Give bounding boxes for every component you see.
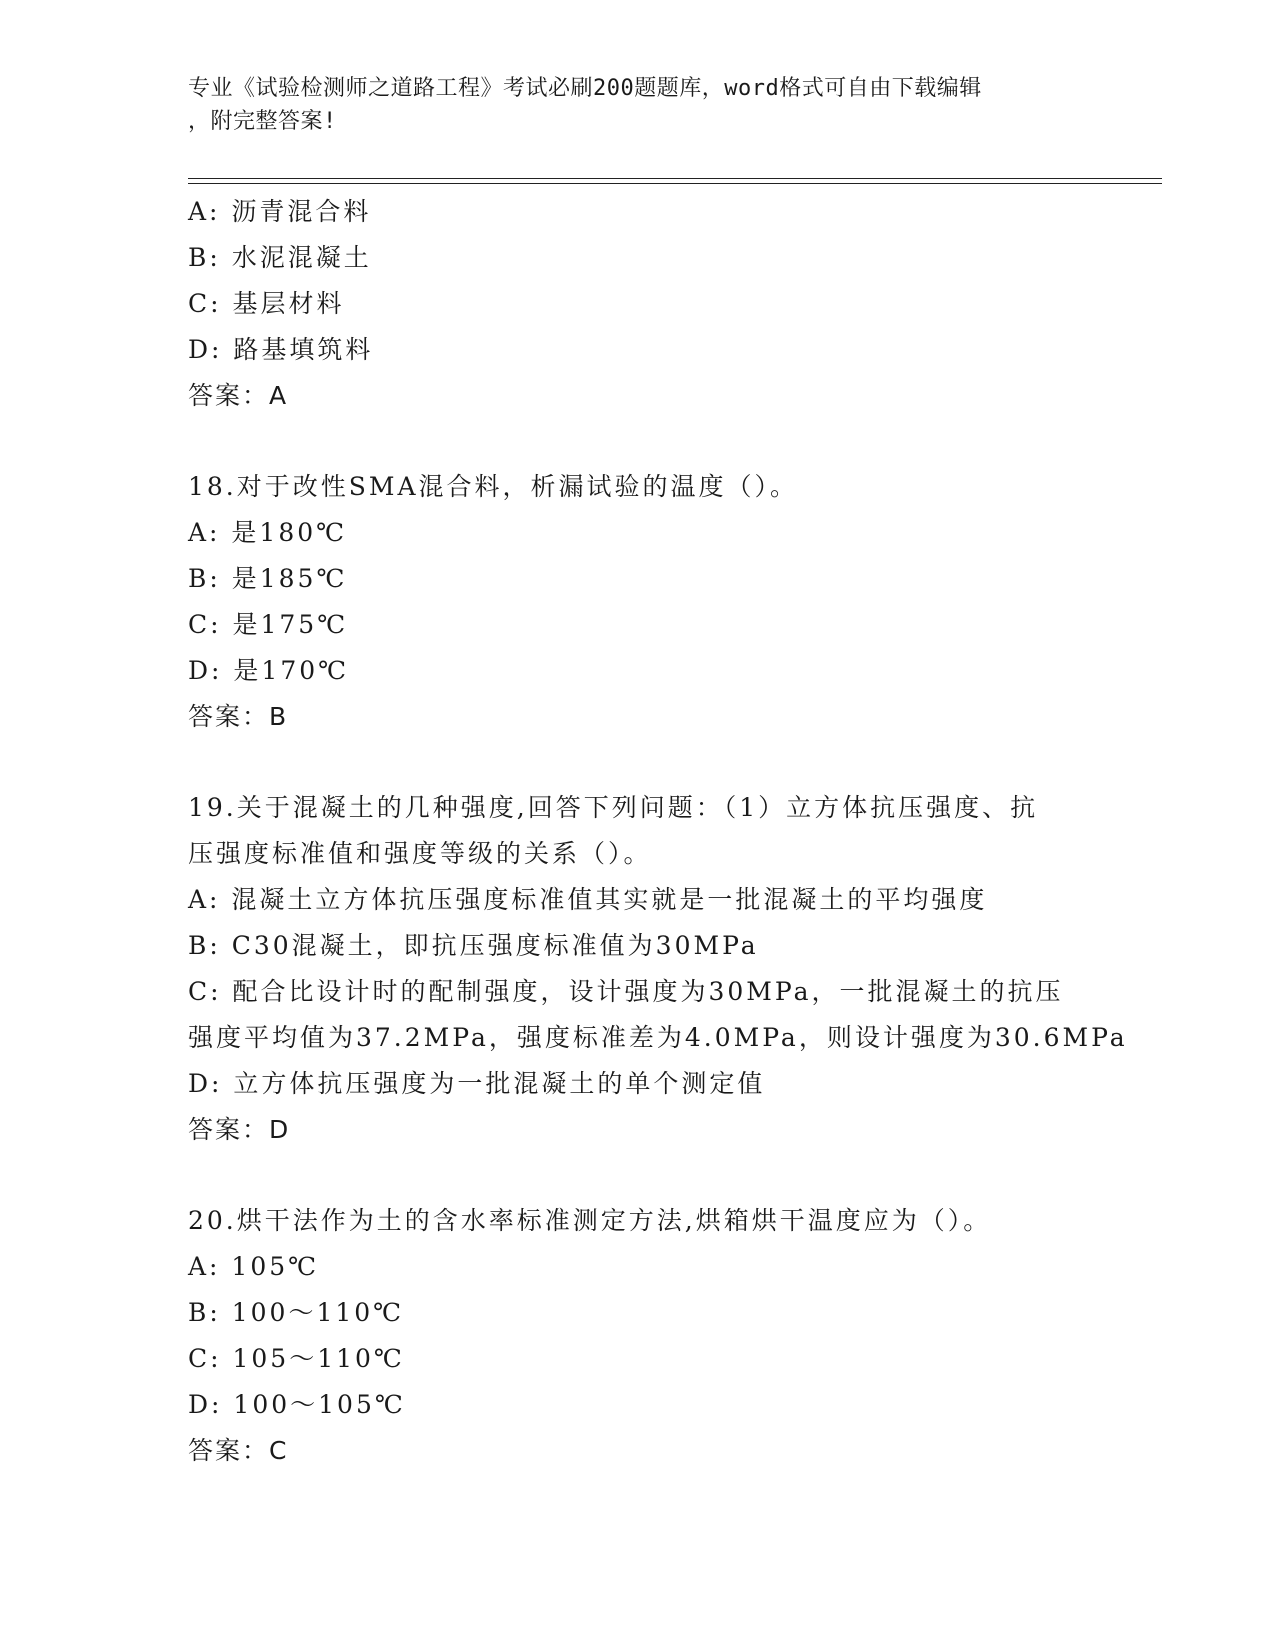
question-text: 20.烘干法作为土的含水率标准测定方法,烘箱烘干温度应为（）。: [188, 1206, 992, 1235]
option-d: D: 立方体抗压强度为一批混凝土的单个测定值: [188, 1069, 766, 1098]
answer: 答案：A: [188, 381, 289, 410]
spacer: [188, 1153, 1088, 1198]
header-divider-bottom: [188, 183, 1162, 184]
document-header: [188, 72, 1068, 138]
question-19: [188, 785, 1128, 1153]
option-c-continued: 强度平均值为37.2MPa，强度标准差为4.0MPa，则设计强度为30.6MPa: [188, 1023, 1128, 1052]
answer: 答案：B: [188, 702, 289, 731]
question-18: [188, 464, 1088, 740]
option-a: A: 是180℃: [188, 518, 348, 547]
option-a: A: 沥青混合料: [188, 197, 372, 226]
question-text: 18.对于改性SMA混合料，析漏试验的温度（）。: [188, 472, 799, 501]
question-text-line-2: 压强度标准值和强度等级的关系（）。: [188, 839, 652, 868]
option-c: C: 105～110℃: [188, 1344, 405, 1373]
option-c: C: 是175℃: [188, 610, 349, 639]
question-list: [188, 189, 1128, 1474]
answer: 答案：C: [188, 1436, 289, 1465]
option-b: B: 是185℃: [188, 564, 348, 593]
header-title-line-1: 专业《试验检测师之道路工程》考试必刷200题题库，word格式可自由下载编辑: [188, 76, 982, 101]
header-divider-top: [188, 178, 1162, 179]
option-c: C: 配合比设计时的配制强度，设计强度为30MPa，一批混凝土的抗压: [188, 977, 1064, 1006]
option-c: C: 基层材料: [188, 289, 345, 318]
option-a: A: 混凝土立方体抗压强度标准值其实就是一批混凝土的平均强度: [188, 885, 988, 914]
spacer: [188, 740, 1088, 785]
option-d: D: 路基填筑料: [188, 335, 374, 364]
answer: 答案：D: [188, 1115, 291, 1144]
question-20: [188, 1198, 1088, 1474]
spacer: [188, 419, 1088, 464]
option-d: D: 100～105℃: [188, 1390, 406, 1419]
header-title-line-2: ，附完整答案!: [188, 109, 337, 134]
option-b: B: 水泥混凝土: [188, 243, 372, 272]
option-a: A: 105℃: [188, 1252, 320, 1281]
question-17: [188, 189, 1088, 419]
question-text-line-1: 19.关于混凝土的几种强度,回答下列问题：（1）立方体抗压强度、抗: [188, 793, 1039, 822]
option-d: D: 是170℃: [188, 656, 350, 685]
option-b: B: C30混凝土，即抗压强度标准值为30MPa: [188, 931, 759, 960]
option-b: B: 100～110℃: [188, 1298, 405, 1327]
